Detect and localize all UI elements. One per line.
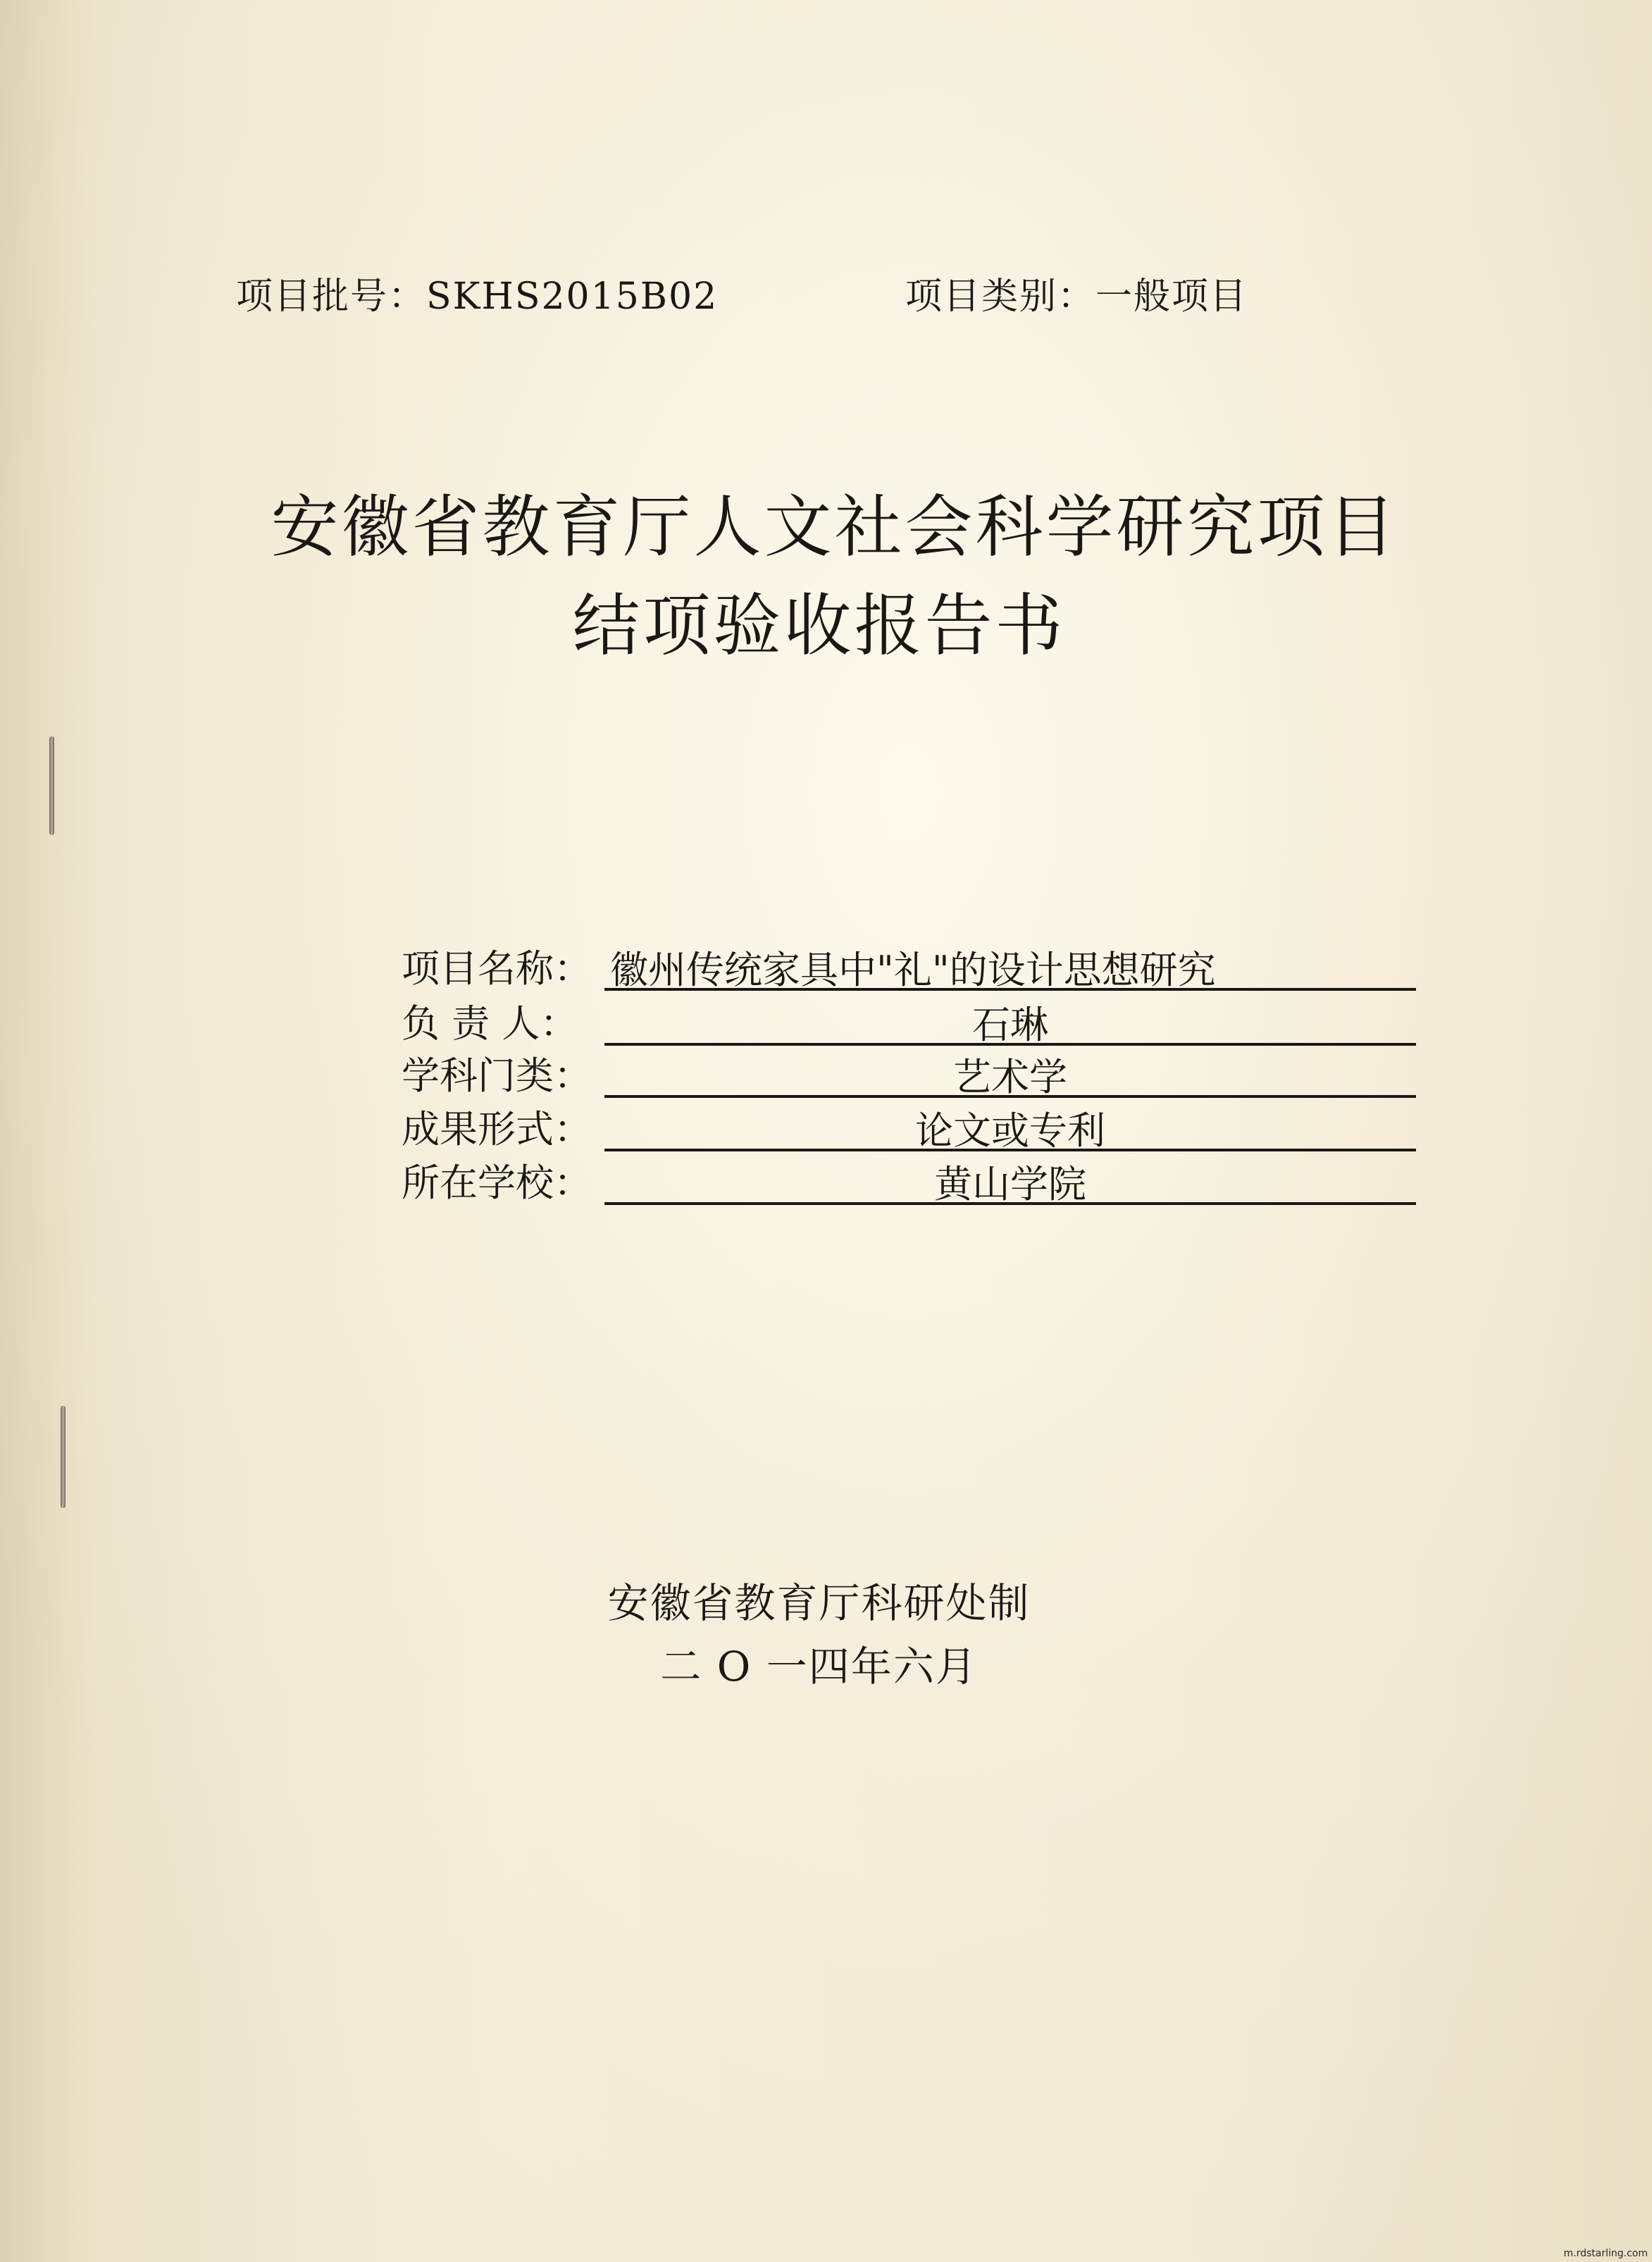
school-value: 黄山学院 [934,1162,1086,1206]
staple-top [49,736,54,835]
discipline-field [402,1046,1416,1098]
discipline-label: 学科门类： [402,1053,592,1098]
category-block [905,266,1248,319]
result-form-field [402,1099,1416,1151]
leader-label: 负 责 人： [402,1001,578,1046]
discipline-value: 艺术学 [953,1055,1067,1099]
project-name-underline [604,988,1416,991]
approval-label: 项目批号： [236,276,427,318]
school-field [402,1153,1416,1205]
issue-date: 二 O 一四年六月 [660,1643,978,1691]
result-form-underline [604,1149,1416,1151]
title-line-2: 结项验收报告书 [572,586,1066,665]
staple-bottom [61,1406,66,1508]
result-form-value: 论文或专利 [915,1108,1105,1153]
category-label: 项目类别： [905,276,1096,318]
school-label: 所在学校： [402,1161,592,1205]
project-name-field [402,939,1416,991]
discipline-underline [604,1095,1416,1098]
school-underline [604,1202,1416,1205]
site-watermark: m.rdstarling.com [1563,2248,1648,2259]
category-value: 一般项目 [1095,276,1248,318]
leader-field [402,994,1416,1046]
approval-number: SKHS2015B02 [426,276,719,318]
title-line-1: 安徽省教育厅人文社会科学研究项目 [271,488,1398,567]
approval-number-block [236,266,718,319]
result-form-label: 成果形式： [402,1107,592,1151]
issuer-line: 安徽省教育厅科研处制 [607,1579,1031,1627]
project-name-value: 徽州传统家具中"礼"的设计思想研究 [610,948,1216,992]
project-name-label: 项目名称： [402,946,592,991]
leader-value: 石琳 [972,1003,1048,1047]
